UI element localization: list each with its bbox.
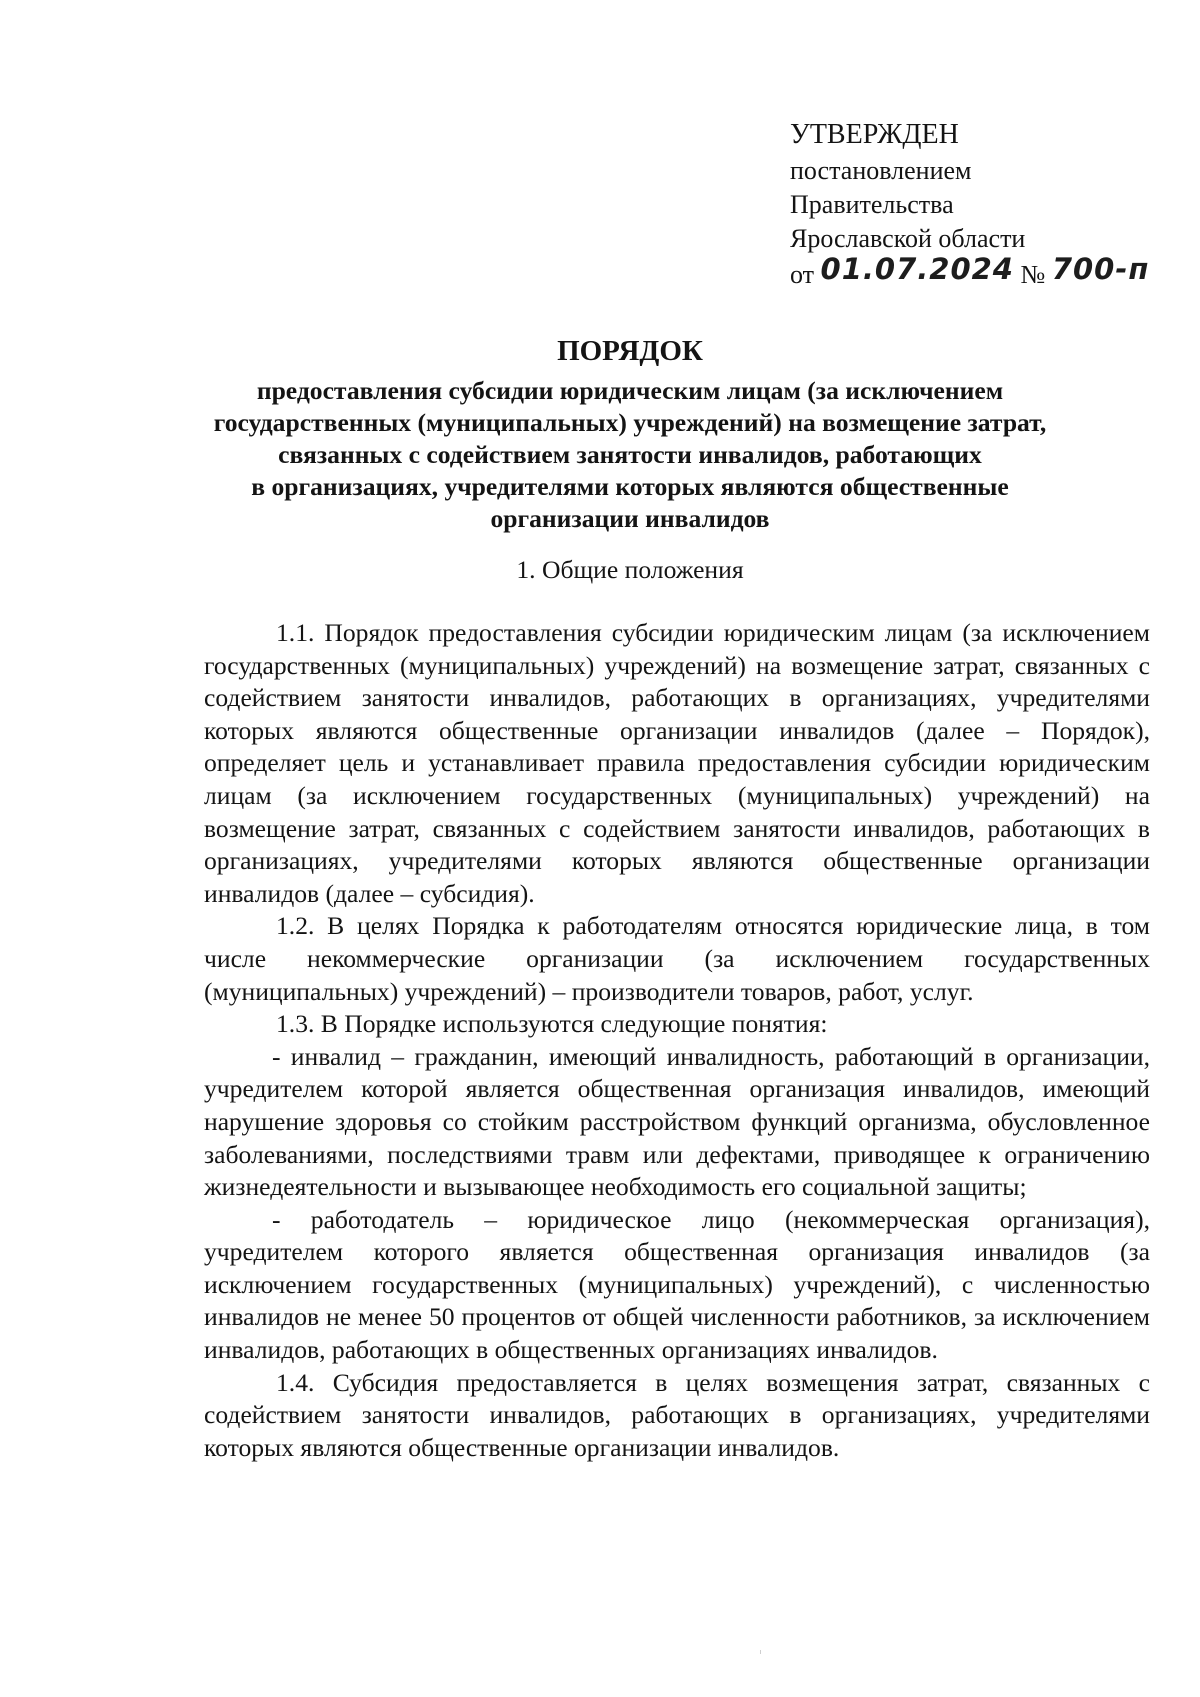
paragraph-1-1: 1.1. Порядок предоставления субсидии юридическим лицам (за исключением государственных (муниципальных) учреждений) на возмещение затрат, связанных с содействием занятости инвалидов, работающих в организациях, учредителями которых являются общественные организации инвалидов (далее – Порядок), определяет цель и устанавливает правила предоставления субсидии юридическим лицам (за исключением государственных (муниципальных) учреждений) на возмещение затрат, связанных с содействием занятости инвалидов, работающих в организациях, учредителями которых являются общественные организации инвалидов (далее – субсидия). — [204, 618, 1150, 908]
paragraph-1-3: 1.3. В Порядке используются следующие понятия: — [276, 1009, 828, 1039]
title-heading: ПОРЯДОК — [557, 335, 703, 367]
document-body — [204, 617, 1150, 1464]
paragraph-1-2: 1.2. В целях Порядка к работодателям относятся юридические лица, в том числе некоммерческие организации (за исключением государственных (муниципальных) учреждений) – производители товаров, работ, услуг. — [204, 911, 1150, 1006]
document-title — [180, 333, 1080, 535]
approval-date-number-line — [790, 252, 1150, 292]
scan-speck — [760, 1650, 761, 1654]
handwritten-date: 01.07.2024 — [820, 252, 1014, 286]
title-subtitle-line: государственных (муниципальных) учреждений) на возмещение затрат, — [213, 408, 1047, 437]
title-subtitle-line: организации инвалидов — [490, 504, 770, 533]
definition-employer: - работодатель – юридическое лицо (некоммерческая организация), учредителем которого является общественная организация инвалидов (за исключением государственных (муниципальных) учреждений), с численностью инвалидов не менее 50 процентов от общей численности работников, за исключением инвалидов, работающих в общественных организациях инвалидов. — [204, 1204, 1150, 1365]
title-subtitle-line: предоставления субсидии юридическим лицам (за исключением — [256, 376, 1004, 405]
approval-stamp-block — [790, 118, 1149, 292]
paragraph-1-4: 1.4. Субсидия предоставляется в целях возмещения затрат, связанных с содействием занятости инвалидов, работающих в организациях, учредителями которых являются общественные организации инвалидов. — [204, 1367, 1150, 1462]
approval-heading: УТВЕРЖДЕН — [790, 119, 959, 150]
section-heading: 1. Общие положения — [516, 555, 744, 584]
title-subtitle-line: в организациях, учредителями которых являются общественные — [251, 472, 1009, 501]
approval-date-prefix: от — [790, 260, 815, 289]
handwritten-number: 700-п — [1051, 252, 1150, 286]
approval-line-region: Ярославской области — [790, 224, 1026, 253]
approval-line-decree: постановлением — [790, 156, 972, 185]
title-subtitle-line: связанных с содействием занятости инвалидов, работающих — [278, 440, 982, 469]
approval-line-government: Правительства — [790, 190, 954, 219]
approval-number-sign: № — [1020, 260, 1046, 289]
definition-disabled-person: - инвалид – гражданин, имеющий инвалидность, работающий в организации, учредителем которой является общественная организация инвалидов, имеющий нарушение здоровья со стойким расстройством функций организма, обусловленное заболеваниями, последствиями травм или дефектами, приводящее к ограничению жизнедеятельности и вызывающее необходимость его социальной защиты; — [204, 1041, 1150, 1202]
